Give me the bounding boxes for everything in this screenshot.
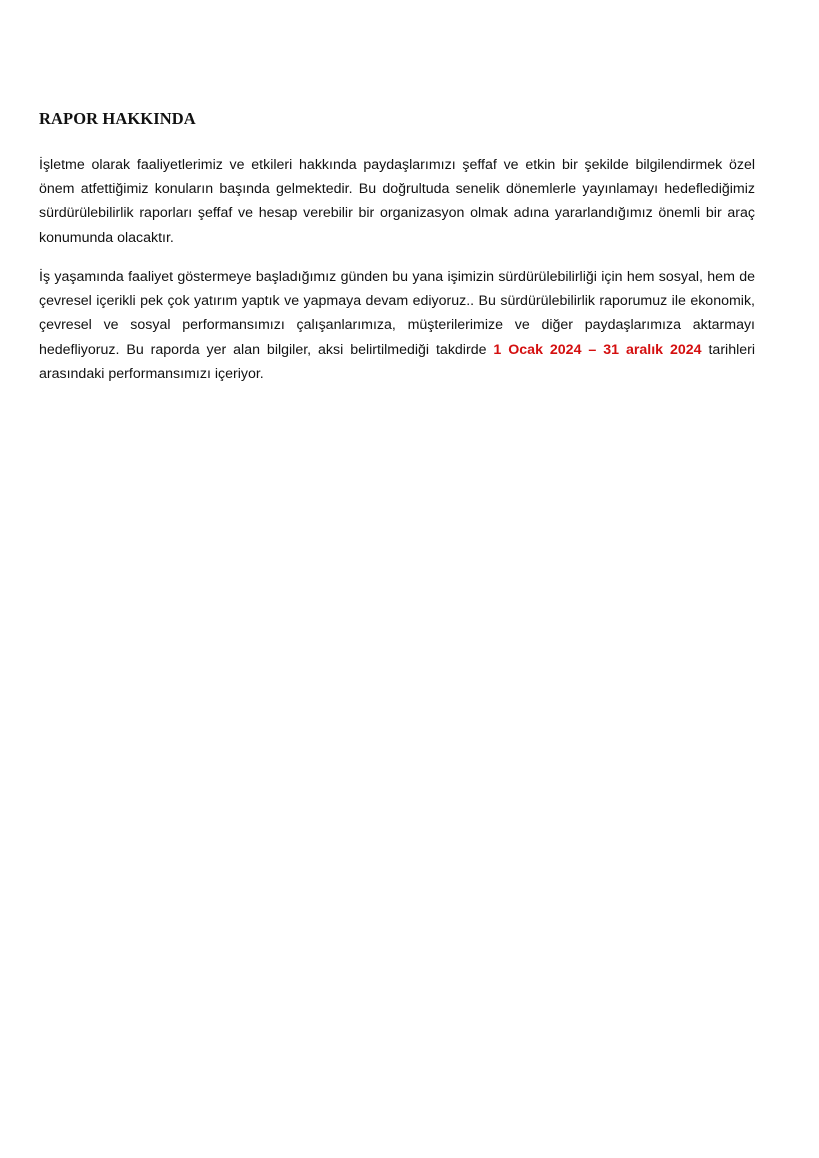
scope-paragraph <box>39 265 755 386</box>
scope-paragraph-text: İş yaşamında faaliyet göstermeye başladığımız günden bu yana işimizin sürdürülebilirliği için hem sosyal, hem de çevresel içerikli pek çok yatırım yaptık ve yapmaya devam ediyoruz.. Bu sürdürülebilirlik raporumuz ile ekonomik, çevresel ve sosyal performansımızı çalışanlarımıza, müşterilerimize ve diğer paydaşlarımıza aktarmayı hedefliyoruz. Bu raporda yer alan bilgiler, aksi belirtilmediği takdirde <box>39 269 755 358</box>
page-title: RAPOR HAKKINDA <box>39 109 196 128</box>
scope-paragraph-ending: tarihleri arasındaki performansımızı içeriyor. <box>39 341 756 382</box>
reporting-period-highlight: 1 Ocak 2024 – 31 aralık 2024 <box>493 341 702 358</box>
intro-paragraph: İşletme olarak faaliyetlerimiz ve etkileri hakkında paydaşlarımızı şeffaf ve etkin bir şekilde bilgilendirmek özel önem atfettiğimiz konuların başında gelmektedir. Bu doğrultuda senelik dönemlerle yayınlamayı hedeflediğimiz sürdürülebilirlik raporları şeffaf ve hesap verebilir bir organizasyon olmak adına yararlandığımız önemli bir araç konumunda olacaktır. <box>39 157 755 246</box>
